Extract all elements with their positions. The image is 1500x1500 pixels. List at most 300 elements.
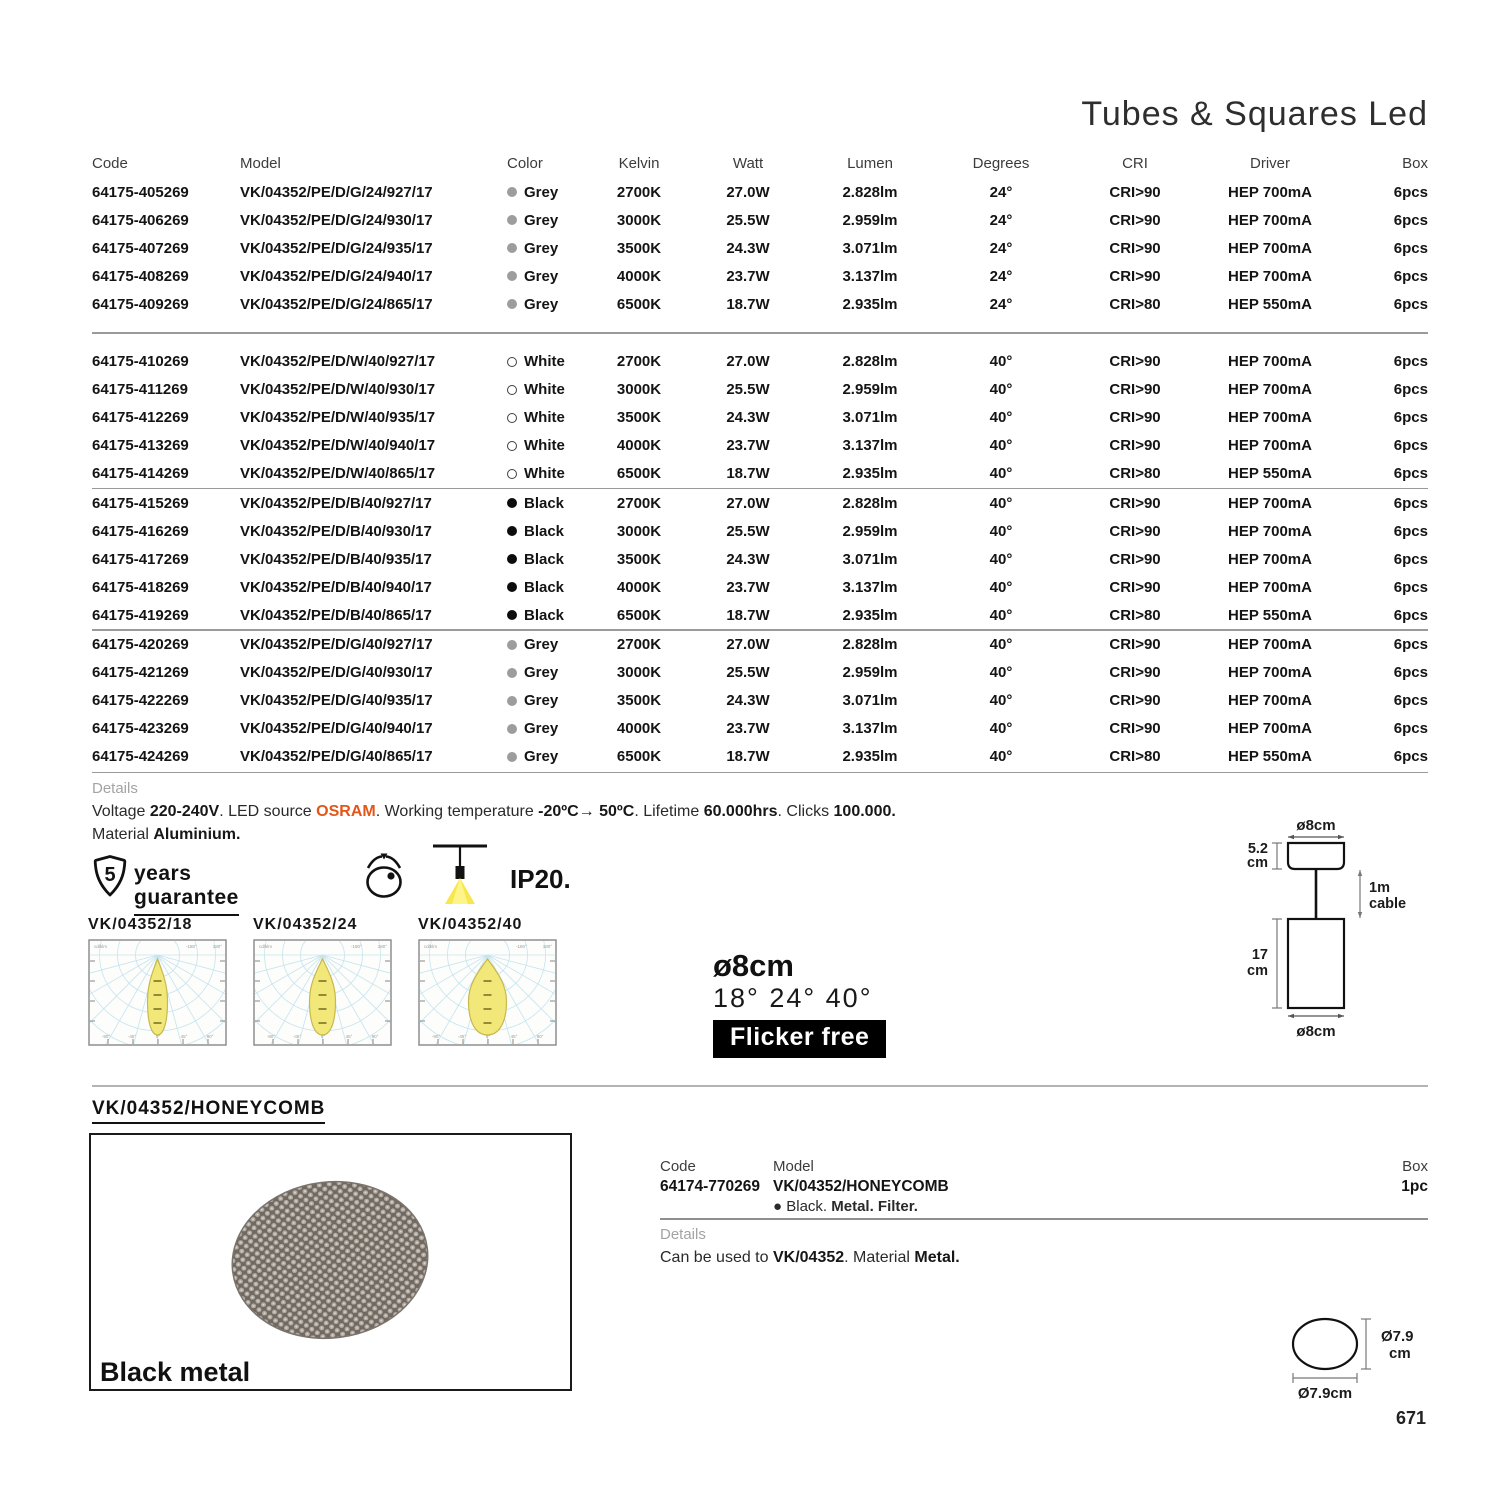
cell-model: VK/04352/PE/D/W/40/930/17: [240, 381, 436, 398]
cell-box: 6pcs: [1393, 748, 1428, 765]
table-row: [92, 206, 1428, 234]
color-dot: [507, 441, 517, 451]
cell-color: [505, 551, 595, 568]
photometric-diagram-24: [253, 939, 392, 1051]
cell-model: VK/04352/PE/D/W/40/865/17: [240, 465, 436, 482]
ip-rating-label: IP20.: [510, 864, 571, 894]
cell-driver: HEP 700mA: [1228, 578, 1312, 596]
cell-box: 6pcs: [1393, 720, 1428, 737]
cell-model: VK/04352/PE/D/B/40/940/17: [240, 578, 432, 596]
cell-lumen: 3.137lm: [842, 578, 898, 596]
svg-text:90°: 90°: [536, 1034, 544, 1039]
cell-color: [505, 692, 595, 709]
svg-text:180°: 180°: [542, 944, 552, 949]
color-dot: [507, 357, 517, 367]
cell-box: 6pcs: [1393, 494, 1428, 512]
svg-text:-180°: -180°: [516, 944, 527, 949]
cell-degrees: 40°: [989, 720, 1013, 737]
color-dot: [507, 582, 517, 592]
table-row: [92, 573, 1428, 601]
table-row: [92, 178, 1428, 206]
cell-code: 64175-413269: [92, 437, 189, 454]
svg-text:-180°: -180°: [351, 944, 362, 949]
svg-text:cm: cm: [1247, 855, 1268, 871]
cell-kelvin: 3000K: [616, 664, 662, 681]
cell-kelvin: 4000K: [616, 720, 662, 737]
svg-text:1m: 1m: [1369, 880, 1390, 896]
cell-color: [505, 720, 595, 737]
cell-color: [505, 409, 595, 426]
cell-lumen: 3.137lm: [842, 720, 898, 737]
cell-cri: CRI>80: [1109, 295, 1161, 313]
svg-text:17: 17: [1251, 947, 1268, 963]
svg-text:Ø7.9: Ø7.9: [1381, 1328, 1414, 1345]
svg-text:cd/klm: cd/klm: [259, 944, 273, 949]
cell-degrees: 40°: [989, 748, 1013, 765]
photometric-label: VK/04352/40: [418, 916, 523, 933]
cell-model: VK/04352/PE/D/B/40/865/17: [240, 606, 432, 624]
photometric-diagrams: [88, 916, 557, 1051]
column-header-box: Box: [1402, 154, 1428, 172]
page-number: 671: [1395, 1408, 1426, 1428]
cell-watt: 25.5W: [726, 381, 770, 398]
cell-code: 64175-422269: [92, 692, 189, 709]
cell-driver: HEP 700mA: [1228, 550, 1312, 568]
table-row: [92, 234, 1428, 262]
color-label: Grey: [524, 183, 559, 201]
svg-text:cd/klm: cd/klm: [424, 944, 438, 949]
table-row: [92, 489, 1428, 517]
cell-lumen: 2.828lm: [842, 353, 898, 370]
cell-watt: 27.0W: [726, 183, 770, 201]
cell-driver: HEP 700mA: [1228, 636, 1312, 653]
cell-lumen: 3.071lm: [842, 550, 898, 568]
honeycomb-box-qty: [1401, 1158, 1428, 1197]
cell-cri: CRI>90: [1109, 578, 1161, 596]
cell-color: [505, 579, 595, 596]
cell-cri: CRI>90: [1109, 550, 1161, 568]
cell-color: [505, 184, 595, 201]
cell-color: [505, 296, 595, 313]
cell-code: 64175-415269: [92, 494, 189, 512]
svg-text:90°: 90°: [206, 1034, 214, 1039]
group-separator: [92, 332, 1428, 334]
cell-degrees: 40°: [989, 409, 1013, 426]
cell-driver: HEP 700mA: [1228, 664, 1312, 681]
column-header-driver: Driver: [1250, 154, 1290, 172]
cell-cri: CRI>90: [1109, 636, 1161, 653]
cell-watt: 25.5W: [726, 211, 770, 229]
cell-code: 64175-421269: [92, 664, 189, 681]
color-label: Grey: [524, 211, 559, 229]
honeycomb-info-block: [660, 1158, 1428, 1268]
cell-lumen: 2.935lm: [842, 465, 898, 482]
svg-text:-45°: -45°: [292, 1034, 302, 1039]
cell-model: VK/04352/PE/D/B/40/930/17: [240, 522, 432, 540]
cell-model: VK/04352/PE/D/G/24/935/17: [240, 239, 433, 257]
color-dot: [507, 498, 517, 508]
table-row: [92, 659, 1428, 687]
cell-watt: 25.5W: [726, 664, 770, 681]
svg-text:45°: 45°: [345, 1034, 353, 1039]
details-label: Details: [660, 1226, 706, 1243]
table-row: [92, 460, 1428, 488]
cell-kelvin: 3500K: [616, 239, 662, 257]
honeycomb-heading: VK/04352/HONEYCOMB: [92, 1098, 325, 1124]
cell-kelvin: 6500K: [616, 295, 662, 313]
table-row: [92, 631, 1428, 659]
table-row: [92, 262, 1428, 290]
column-header-color: Color: [507, 154, 543, 172]
cell-color: [505, 437, 595, 454]
cell-kelvin: 3000K: [616, 381, 662, 398]
cell-cri: CRI>90: [1109, 211, 1161, 229]
cell-degrees: 24°: [989, 183, 1013, 201]
cell-box: 6pcs: [1393, 239, 1428, 257]
cell-model: VK/04352/PE/D/W/40/927/17: [240, 353, 436, 370]
cell-lumen: 2.828lm: [842, 636, 898, 653]
cell-kelvin: 3500K: [616, 409, 662, 426]
svg-text:Ø7.9cm: Ø7.9cm: [1297, 1385, 1353, 1402]
cell-color: [505, 636, 595, 653]
color-label: Grey: [524, 295, 559, 313]
cell-driver: HEP 550mA: [1228, 748, 1312, 765]
cell-code: 64175-420269: [92, 636, 189, 653]
svg-text:-90°: -90°: [266, 1034, 276, 1039]
usage-line: Can be used to VK/04352. Material Metal.: [660, 1249, 960, 1266]
cell-watt: 18.7W: [726, 465, 770, 482]
cell-code: 64175-416269: [92, 522, 189, 540]
cell-watt: 24.3W: [726, 239, 770, 257]
cell-code: 64175-408269: [92, 267, 189, 285]
svg-text:5.2: 5.2: [1247, 841, 1268, 857]
cell-code: 64175-419269: [92, 606, 189, 624]
cell-watt: 23.7W: [726, 720, 770, 737]
svg-text:45°: 45°: [180, 1034, 188, 1039]
cell-lumen: 2.959lm: [842, 522, 898, 540]
color-dot: [507, 299, 517, 309]
model-finish: ● Black. Metal. Filter.: [773, 1198, 918, 1215]
cell-color: [505, 523, 595, 540]
cell-cri: CRI>90: [1109, 664, 1161, 681]
cell-box: 6pcs: [1393, 606, 1428, 624]
color-label: Grey: [524, 267, 559, 285]
honeycomb-code: [660, 1158, 760, 1197]
column-header-kelvin: Kelvin: [618, 154, 660, 172]
color-dot: [507, 610, 517, 620]
cell-lumen: 2.828lm: [842, 183, 898, 201]
cell-watt: 27.0W: [726, 494, 770, 512]
cell-code: 64175-411269: [92, 381, 188, 398]
color-label: White: [524, 353, 565, 370]
svg-text:0°: 0°: [485, 1034, 491, 1039]
cell-code: 64175-406269: [92, 211, 189, 229]
color-dot: [507, 469, 517, 479]
color-label: White: [524, 409, 565, 426]
color-dot: [507, 243, 517, 253]
cell-cri: CRI>90: [1109, 437, 1161, 454]
section-divider: [92, 1085, 1428, 1087]
svg-text:90°: 90°: [371, 1034, 379, 1039]
cell-lumen: 3.071lm: [842, 409, 898, 426]
cell-box: 6pcs: [1393, 409, 1428, 426]
cell-cri: CRI>90: [1109, 183, 1161, 201]
code-value: 64174-770269: [660, 1178, 760, 1195]
cell-kelvin: 2700K: [616, 494, 662, 512]
info-divider: [660, 1218, 1428, 1220]
cell-code: 64175-423269: [92, 720, 189, 737]
color-dot: [507, 752, 517, 762]
details-label: Details: [92, 780, 138, 797]
color-dot: [507, 640, 517, 650]
details-section: [92, 780, 1102, 846]
cell-kelvin: 4000K: [616, 578, 662, 596]
cell-model: VK/04352/PE/D/G/40/930/17: [240, 664, 433, 681]
cell-watt: 18.7W: [726, 748, 770, 765]
cell-model: VK/04352/PE/D/G/24/940/17: [240, 267, 433, 285]
cell-lumen: 3.071lm: [842, 692, 898, 709]
table-header-row: [92, 148, 1428, 178]
rotation-icon: [362, 852, 406, 900]
cell-lumen: 2.935lm: [842, 748, 898, 765]
color-label: Grey: [524, 664, 559, 681]
model-value: VK/04352/HONEYCOMB: [773, 1178, 949, 1195]
table-row: [92, 376, 1428, 404]
cell-watt: 27.0W: [726, 636, 770, 653]
shield-5-years-icon: [90, 854, 130, 898]
cell-degrees: 40°: [989, 465, 1013, 482]
cell-driver: HEP 700mA: [1228, 522, 1312, 540]
cell-watt: 23.7W: [726, 267, 770, 285]
cell-driver: HEP 550mA: [1228, 465, 1312, 482]
cell-box: 6pcs: [1393, 664, 1428, 681]
color-label: Grey: [524, 692, 559, 709]
cell-lumen: 2.959lm: [842, 664, 898, 681]
svg-text:0°: 0°: [155, 1034, 161, 1039]
svg-text:cm: cm: [1389, 1345, 1411, 1362]
cell-kelvin: 3500K: [616, 692, 662, 709]
cell-model: VK/04352/PE/D/G/40/935/17: [240, 692, 433, 709]
table-row: [92, 348, 1428, 376]
details-line-2: Material Aluminium.: [92, 826, 241, 843]
years-guarantee-label: years guarantee: [134, 862, 239, 916]
cell-code: 64175-418269: [92, 578, 189, 596]
diameter-label: ø8cm: [713, 948, 794, 983]
cell-degrees: 40°: [989, 578, 1013, 596]
cell-driver: HEP 700mA: [1228, 409, 1312, 426]
cell-driver: HEP 700mA: [1228, 353, 1312, 370]
cell-lumen: 2.935lm: [842, 295, 898, 313]
svg-text:0°: 0°: [320, 1034, 326, 1039]
color-dot: [507, 187, 517, 197]
cell-watt: 18.7W: [726, 606, 770, 624]
cell-lumen: 3.137lm: [842, 437, 898, 454]
beam-angles-label: 18° 24° 40°: [713, 983, 873, 1013]
cell-box: 6pcs: [1393, 211, 1428, 229]
color-label: White: [524, 381, 565, 398]
photometric-diagram-40: [418, 939, 557, 1051]
column-header-lumen: Lumen: [847, 154, 893, 172]
table-row: [92, 601, 1428, 629]
color-label: Black: [524, 494, 565, 512]
cell-driver: HEP 700mA: [1228, 437, 1312, 454]
color-label: Black: [524, 578, 565, 596]
cell-degrees: 40°: [989, 437, 1013, 454]
svg-text:ø8cm: ø8cm: [1296, 817, 1336, 834]
cell-code: 64175-424269: [92, 748, 189, 765]
table-row: [92, 687, 1428, 715]
cell-driver: HEP 700mA: [1228, 183, 1312, 201]
cell-driver: HEP 700mA: [1228, 494, 1312, 512]
cell-cri: CRI>90: [1109, 267, 1161, 285]
color-label: Grey: [524, 720, 559, 737]
color-dot: [507, 526, 517, 536]
color-label: Black: [524, 550, 565, 568]
cell-box: 6pcs: [1393, 437, 1428, 454]
cell-degrees: 40°: [989, 353, 1013, 370]
cell-driver: HEP 700mA: [1228, 381, 1312, 398]
color-label: Grey: [524, 636, 559, 653]
cell-cri: CRI>90: [1109, 720, 1161, 737]
cell-watt: 25.5W: [726, 522, 770, 540]
product-table: [92, 148, 1428, 773]
cell-code: 64175-409269: [92, 295, 189, 313]
cell-box: 6pcs: [1393, 578, 1428, 596]
cell-kelvin: 6500K: [616, 606, 662, 624]
cell-model: VK/04352/PE/D/G/24/865/17: [240, 295, 433, 313]
svg-text:-90°: -90°: [431, 1034, 441, 1039]
svg-text:cm: cm: [1247, 963, 1268, 979]
color-label: Grey: [524, 748, 559, 765]
table-row: [92, 404, 1428, 432]
cell-cri: CRI>90: [1109, 494, 1161, 512]
cell-driver: HEP 700mA: [1228, 267, 1312, 285]
cell-box: 6pcs: [1393, 353, 1428, 370]
cell-watt: 24.3W: [726, 409, 770, 426]
photometric-item: [418, 916, 557, 1051]
table-row: [92, 743, 1428, 771]
photometric-label: VK/04352/18: [88, 916, 193, 933]
honeycomb-details: [660, 1226, 960, 1269]
cell-degrees: 40°: [989, 606, 1013, 624]
details-line-1: Voltage 220-240V. LED source OSRAM. Working temperature -20ºC→ 50ºC. Lifetime 60.000hrs. Clicks 100.000.: [92, 803, 896, 820]
cell-cri: CRI>90: [1109, 692, 1161, 709]
beam-info: [713, 950, 886, 1058]
color-dot: [507, 554, 517, 564]
column-header-degrees: Degrees: [972, 154, 1030, 172]
cell-cri: CRI>90: [1109, 409, 1161, 426]
honeycomb-model: [773, 1158, 949, 1217]
cell-lumen: 2.959lm: [842, 381, 898, 398]
cell-code: 64175-405269: [92, 183, 189, 201]
cell-model: VK/04352/PE/D/B/40/935/17: [240, 550, 432, 568]
color-dot: [507, 271, 517, 281]
color-label: Black: [524, 522, 565, 540]
cell-box: 6pcs: [1393, 465, 1428, 482]
dimension-diagram: [1228, 806, 1443, 1046]
cell-kelvin: 4000K: [616, 437, 662, 454]
cell-color: [505, 664, 595, 681]
cell-color: [505, 353, 595, 370]
svg-text:180°: 180°: [377, 944, 387, 949]
svg-text:5: 5: [104, 864, 116, 886]
cell-driver: HEP 700mA: [1228, 211, 1312, 229]
cell-kelvin: 2700K: [616, 183, 662, 201]
table-row: [92, 715, 1428, 743]
pendant-lamp-ip-icon: [432, 842, 488, 908]
cell-box: 6pcs: [1393, 550, 1428, 568]
cell-kelvin: 3500K: [616, 550, 662, 568]
cell-color: [505, 495, 595, 512]
cell-degrees: 40°: [989, 494, 1013, 512]
cell-kelvin: 2700K: [616, 353, 662, 370]
svg-text:ø8cm: ø8cm: [1296, 1023, 1336, 1040]
color-dot: [507, 215, 517, 225]
column-header-model: Model: [240, 154, 281, 172]
color-dot: [507, 385, 517, 395]
cell-driver: HEP 550mA: [1228, 295, 1312, 313]
page-title: Tubes & Squares Led: [1081, 95, 1428, 133]
svg-text:-45°: -45°: [127, 1034, 137, 1039]
cell-watt: 23.7W: [726, 578, 770, 596]
cell-box: 6pcs: [1393, 381, 1428, 398]
cell-box: 6pcs: [1393, 636, 1428, 653]
cell-watt: 24.3W: [726, 692, 770, 709]
cell-cri: CRI>80: [1109, 465, 1161, 482]
box-value: 1pc: [1401, 1178, 1428, 1195]
table-end-divider: [92, 772, 1428, 774]
cell-kelvin: 6500K: [616, 748, 662, 765]
cell-model: VK/04352/PE/D/G/24/927/17: [240, 183, 433, 201]
cell-watt: 24.3W: [726, 550, 770, 568]
cell-kelvin: 4000K: [616, 267, 662, 285]
cell-model: VK/04352/PE/D/W/40/935/17: [240, 409, 436, 426]
filter-dimension-diagram: [1282, 1314, 1447, 1406]
cell-driver: HEP 550mA: [1228, 606, 1312, 624]
cell-code: 64175-407269: [92, 239, 189, 257]
cell-lumen: 2.935lm: [842, 606, 898, 624]
cell-box: 6pcs: [1393, 267, 1428, 285]
cell-degrees: 24°: [989, 211, 1013, 229]
cell-degrees: 40°: [989, 664, 1013, 681]
cell-code: 64175-414269: [92, 465, 189, 482]
cell-box: 6pcs: [1393, 295, 1428, 313]
cell-color: [505, 607, 595, 624]
cell-code: 64175-410269: [92, 353, 189, 370]
honeycomb-caption: Black metal: [100, 1357, 251, 1387]
svg-text:cd/klm: cd/klm: [94, 944, 108, 949]
cell-watt: 23.7W: [726, 437, 770, 454]
cell-kelvin: 2700K: [616, 636, 662, 653]
table-row: [92, 290, 1428, 318]
cell-driver: HEP 700mA: [1228, 692, 1312, 709]
svg-text:180°: 180°: [212, 944, 222, 949]
photometric-label: VK/04352/24: [253, 916, 358, 933]
photometric-item: [253, 916, 392, 1051]
cell-color: [505, 465, 595, 482]
column-header-code: Code: [92, 154, 128, 172]
cell-degrees: 24°: [989, 295, 1013, 313]
cell-color: [505, 748, 595, 765]
honeycomb-filter-image: [91, 1135, 570, 1389]
cell-degrees: 40°: [989, 381, 1013, 398]
color-label: White: [524, 465, 565, 482]
cell-lumen: 3.071lm: [842, 239, 898, 257]
cell-cri: CRI>80: [1109, 606, 1161, 624]
honeycomb-image-box: [89, 1133, 572, 1391]
product-table-groups: [92, 178, 1428, 771]
cell-code: 64175-412269: [92, 409, 189, 426]
